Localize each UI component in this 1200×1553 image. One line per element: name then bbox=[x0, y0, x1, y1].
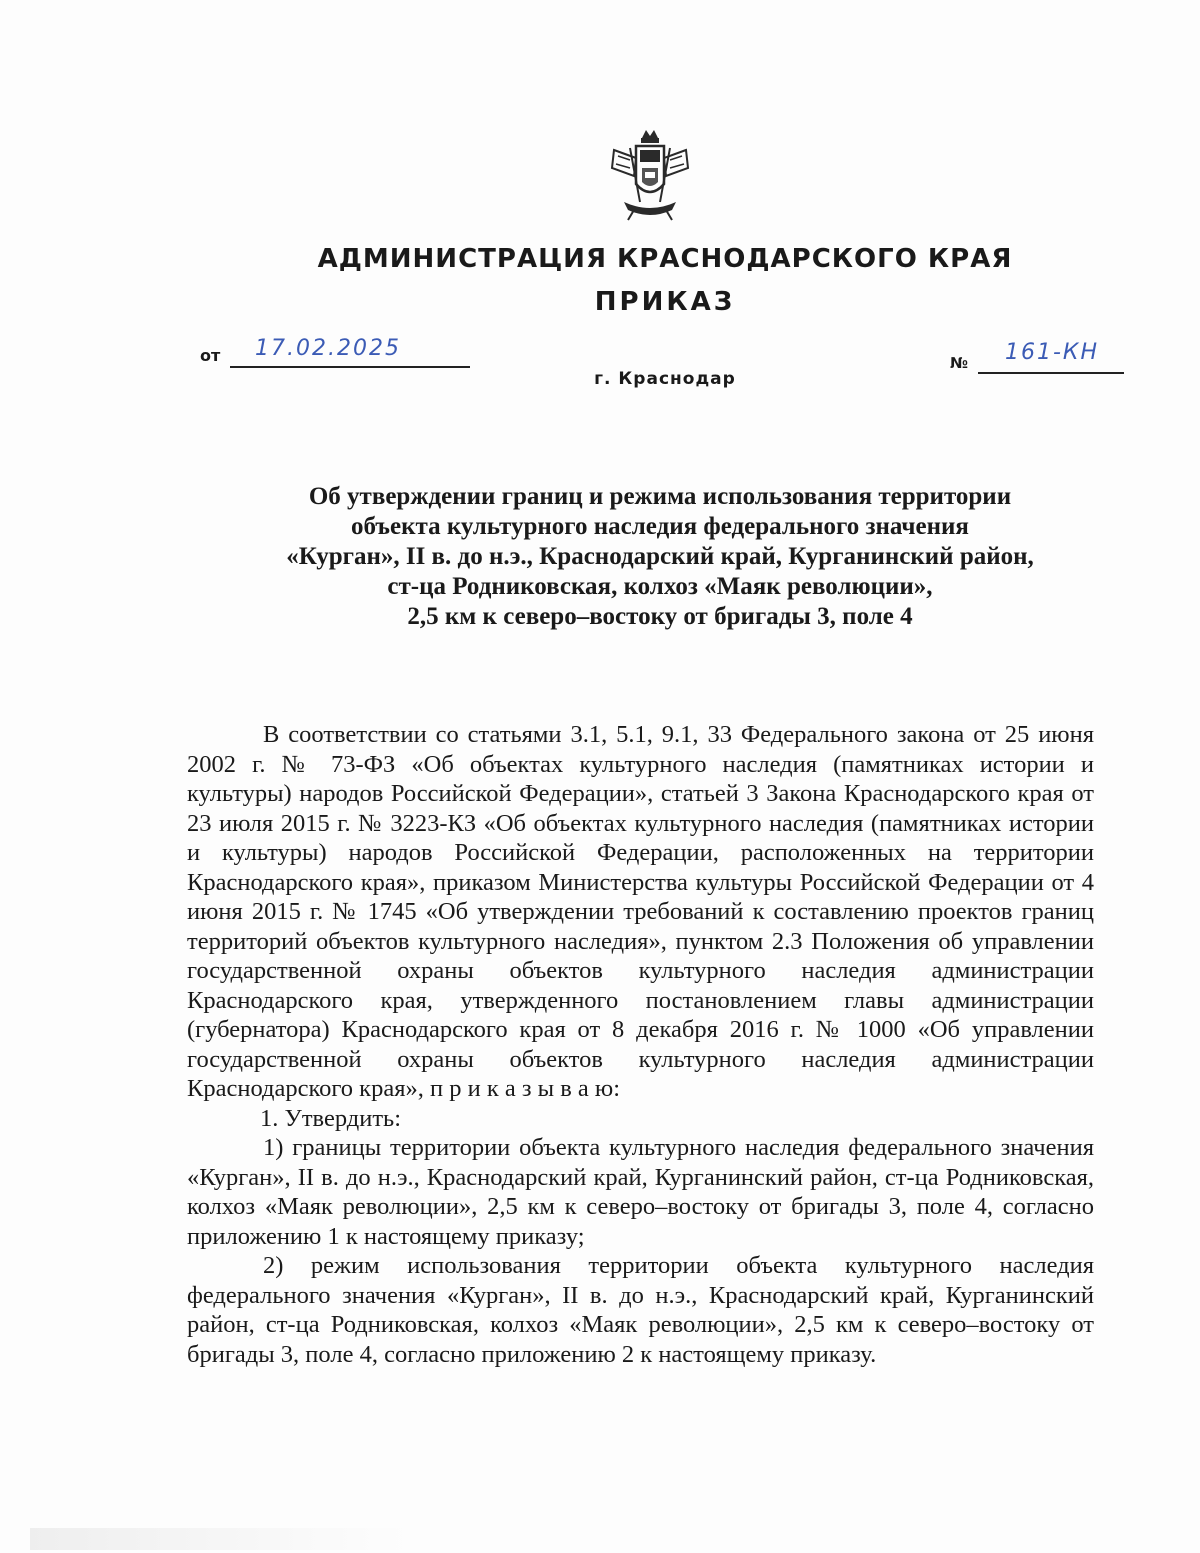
item-1-1: 1) границы территории объекта культурного наследия федерального значения «Курган», II в. до н.э., Краснодарский край, Курганинский район, ст-ца Родниковская, колхоз «Маяк революции», 2,5 км к северо–востоку от бригады 3, поле 4, согласно приложению 1 к настоящему приказу; bbox=[187, 1134, 1094, 1250]
number-prefix: № bbox=[950, 354, 969, 372]
heading-line: объекта культурного наследия федерального значения bbox=[351, 513, 969, 540]
heading-line: ст-ца Родниковская, колхоз «Маяк революции», bbox=[387, 573, 933, 600]
date-underline bbox=[230, 366, 470, 368]
place-of-issue: г. Краснодар bbox=[594, 369, 736, 389]
scan-artifact bbox=[30, 1528, 410, 1550]
document-type: ПРИКАЗ bbox=[594, 287, 736, 317]
date-prefix: от bbox=[200, 346, 221, 365]
heading-line: Об утверждении границ и режима использования территории bbox=[308, 483, 1012, 510]
document-heading bbox=[230, 482, 1090, 632]
item-1: 1. Утвердить: bbox=[260, 1104, 402, 1132]
date-value-handwritten: 17.02.2025 bbox=[255, 336, 401, 361]
date-field bbox=[200, 338, 470, 372]
item-1-2: 2) режим использования территории объекта культурного наследия федерального значения «Курган», II в. до н.э., Краснодарский край, Курганинский район, ст-ца Родниковская, колхоз «Маяк революции», 2,5 км к северо–востоку от бригады 3, поле 4, согласно приложению 2 к настоящему приказу. bbox=[187, 1252, 1094, 1368]
heading-line: «Курган», II в. до н.э., Краснодарский край, Курганинский район, bbox=[286, 543, 1034, 570]
organization-name: АДМИНИСТРАЦИЯ КРАСНОДАРСКОГО КРАЯ bbox=[317, 244, 1013, 274]
document-body bbox=[187, 720, 1094, 1369]
coat-of-arms-icon bbox=[610, 128, 690, 224]
heading-line: 2,5 км к северо–востоку от бригады 3, поле 4 bbox=[407, 603, 913, 630]
number-value-handwritten: 161-КН bbox=[1005, 340, 1100, 365]
preamble-paragraph: В соответствии со статьями 3.1, 5.1, 9.1, 33 Федерального закона от 25 июня 2002 г. № 73-ФЗ «Об объектах культурного наследия (памятниках истории и культуры) народов Российской Федерации», статьей 3 Закона Краснодарского края от 23 июля 2015 г. № 3223-КЗ «Об объектах культурного наследия (памятниках истории и культуры) народов Российской Федерации, расположенных на территории Краснодарского края», приказом Министерства культуры Российской Федерации от 4 июня 2015 г. № 1745 «Об утверждении требований к составлению проектов границ территорий объектов культурного наследия», пунктом 2.3 Положения об управлении государственной охраны объектов культурного наследия администрации Краснодарского края, утвержденного постановлением главы администрации (губернатора) Краснодарского края от 8 декабря 2016 г. № 1000 «Об управлении государственной охраны объектов культурного наследия администрации Краснодарского края», п р и к а з ы в а ю: bbox=[187, 721, 1094, 1102]
